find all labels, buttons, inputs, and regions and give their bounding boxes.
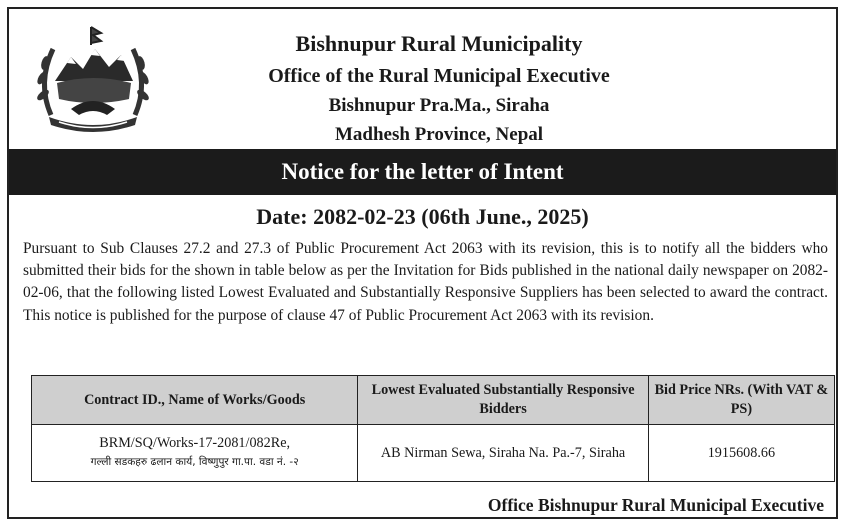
table-header-row xyxy=(32,376,835,425)
office-name: Office of the Rural Municipal Executive xyxy=(268,65,610,87)
contract-cell xyxy=(32,425,358,482)
issuing-office: Office Bishnupur Rural Municipal Executive xyxy=(487,495,824,515)
column-header-contract: Contract ID., Name of Works/Goods xyxy=(32,376,358,425)
work-name: गल्ली सडकहरु ढलान कार्य, विष्णुपुर गा.पा. वडा नं. -२ xyxy=(90,456,299,468)
municipality-name: Bishnupur Rural Municipality xyxy=(295,31,583,56)
column-header-price: Bid Price NRs. (With VAT & PS) xyxy=(648,376,834,425)
notice-body: Pursuant to Sub Clauses 27.2 and 27.3 of Public Procurement Act 2063 with its revision, this is to notify all the bidders who submitted their bids for the shown in table below as per the Invitation for Bids published in the national daily newspaper on 2082-02-06, that the following listed Lowest Evaluated and Substantially Responsive Suppliers has been selected to award the contract. This notice is published for the purpose of clause 47 of Public Procurement Act 2063 with its revision. xyxy=(23,240,828,324)
address-line: Bishnupur Pra.Ma., Siraha xyxy=(328,95,550,116)
bidder-cell: AB Nirman Sewa, Siraha Na. Pa.-7, Siraha xyxy=(358,425,648,482)
notice-frame xyxy=(7,7,838,519)
bid-table xyxy=(31,375,835,482)
province-line: Madhesh Province, Nepal xyxy=(334,124,544,145)
government-emblem-icon xyxy=(31,23,155,133)
contract-id: BRM/SQ/Works-17-2081/082Re, xyxy=(99,435,291,451)
notice-date: Date: 2082-02-23 (06th June., 2025) xyxy=(256,204,589,229)
table-row xyxy=(32,425,835,482)
column-header-bidder: Lowest Evaluated Substantially Responsive Bidders xyxy=(358,376,648,425)
notice-title: Notice for the letter of Intent xyxy=(9,149,836,195)
price-cell: 1915608.66 xyxy=(648,425,834,482)
